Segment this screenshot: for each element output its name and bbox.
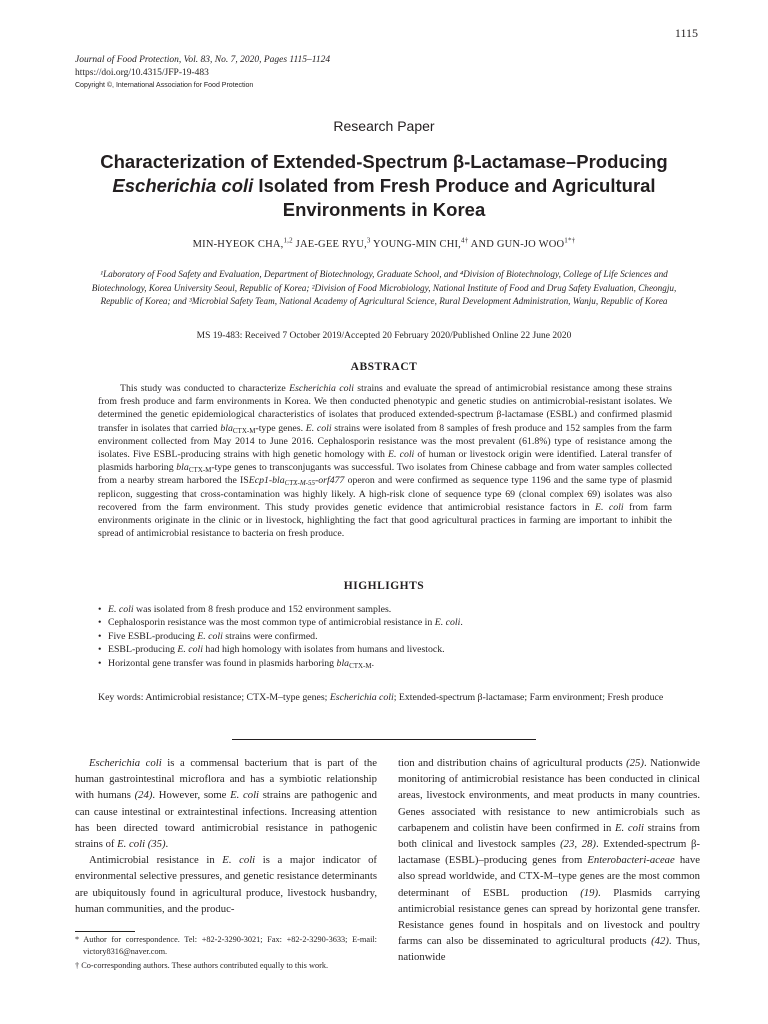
highlight-item: • ESBL-producing E. coli had high homology with isolates from humans and livestock. <box>98 643 463 656</box>
highlight-item: • Five ESBL-producing E. coli strains were confirmed. <box>98 630 463 643</box>
title-line-3: Environments in Korea <box>282 199 486 220</box>
abstract-text: This study was conducted to characterize Escherichia coli strains and evaluate the spread of antimicrobial resistance among these strains from fresh produce and farm environments in Korea. We then conducted phenotypic and genetic studies on antimicrobial-resistant isolates. We determined the genetic epidemiological characteristics of isolates that produced extended-spectrum β-lactamase (ESBL) and confirmed plasmid transfer in isolates that carried bla$_{CTX-M}$-type genes. E. coli strains were isolated from 8 samples of fresh produce and 152 samples from the farm environment collected from May 2014 to June 2016. Cephalosporin resistance was the most prevalent (61.8%) type of resistance among the isolates. Five ESBL-producing strains with high genetic homology with E. coli of human or livestock origin were identified. Lateral transfer of plasmids harboring bla$_{CTX-M}$-type genes to transconjugants was successful. Two isolates from Chinese cabbage and from water samples collected from a nearby stream harbored the ISEcp1-bla$_{CTX-M-55}$-orf477 operon and were confirmed as sequence type 1196 and the same type of plasmid replicon, suggesting that cross-contamination was highly likely. A high-risk clone of sequence type 69 (clonal complex 69) isolates was also recovered from the farm environment. This study provides genetic evidence that antimicrobial resistance factors in E. coli from farm environments originate in the clinic or in livestock, highlighting the fact that good agricultural practices in farming are important to inhibit the spread of antimicrobial resistance to bacteria on fresh produce. <box>98 383 673 540</box>
footnote-co-corresponding: † Co-corresponding authors. These authors contributed equally to this work. <box>75 961 329 970</box>
keywords: Key words: Antimicrobial resistance; CTX-M–type genes; Escherichia coli; Extended-spectrum β-lactamase; Farm environment; Fresh produce <box>98 692 664 703</box>
title-organism: Escherichia coli <box>112 175 254 196</box>
body-paragraph: tion and distribution chains of agricultural products (25). Nationwide monitoring of antimicrobial resistance has been conducted in clinical areas, livestock environments, and meat products in many countries. Genes associated with resistance to new antimicrobials such as carbapenem and colistin have been confirmed in E. coli strains from both clinical and livestock samples (23, 28). Extended-spectrum β-lactamase (ESBL)–producing genes from Enterobacteri-aceae have also spread worldwide, and CTX-M–type genes are the most common determinant of ESBL production (19). Plasmids carrying antimicrobial resistance genes can spread by horizontal gene transfer. Resistance genes found in hospitals and on livestock and poultry farms can also be disseminated to agricultural products (42). Thus, nationwide <box>398 757 700 964</box>
author-affiliation-mark: 4† <box>461 236 469 245</box>
manuscript-dates: MS 19-483: Received 7 October 2019/Accepted 20 February 2020/Published Online 22 June 2020 <box>196 331 572 341</box>
title-line-1: Characterization of Extended-Spectrum β-Lactamase–Producing <box>100 151 668 172</box>
highlight-item: • Cephalosporin resistance was the most common type of antimicrobial resistance in E. coli. <box>98 616 463 629</box>
highlight-item: • Horizontal gene transfer was found in plasmids harboring bla$_{CTX-M}$. <box>98 657 463 670</box>
doi-link[interactable]: https://doi.org/10.4315/JFP-19-483 <box>75 68 209 78</box>
author-name: AND GUN-JO WOO <box>468 239 565 250</box>
highlights-list <box>98 603 463 670</box>
article-title <box>60 150 708 222</box>
section-divider <box>232 739 536 740</box>
abstract-heading: ABSTRACT <box>350 361 418 373</box>
highlights-heading: HIGHLIGHTS <box>343 580 425 592</box>
copyright: Copyright ©, International Association for Food Protection <box>75 82 254 89</box>
footnotes <box>75 934 377 974</box>
journal-header <box>75 54 330 91</box>
body-paragraph: Antimicrobial resistance in E. coli is a major indicator of environmental selective pressures, and genetic resistance determinants are ubiquitously found in agricultural produce, livestock husbandry, human communities, and the produc- <box>75 854 377 915</box>
author-name: JAE-GEE RYU, <box>292 239 367 250</box>
title-line-2: Isolated from Fresh Produce and Agricultural <box>253 175 656 196</box>
footnote-correspondence: * Author for correspondence. Tel: +82-2-3290-3021; Fax: +82-2-3290-3633; E-mail: victory8316@naver.com. <box>75 935 377 956</box>
author-list <box>0 236 768 250</box>
affiliations: ¹Laboratory of Food Safety and Evaluation, Department of Biotechnology, Graduate School, and ⁴Division of Biotechnology, College of Life Sciences and Biotechnology, Korea University Seoul, Republic of Korea; ²Division of Food Microbiology, National Institute of Food and Drug Safety Evaluation, Cheongju, Republic of Korea; and ³Microbial Safety Team, National Academy of Agricultural Science, Rural Development Administration, Wanju, Republic of Korea <box>91 269 677 306</box>
author-affiliation-mark: 1*† <box>564 236 576 245</box>
author-name: YOUNG-MIN CHI, <box>370 239 462 250</box>
highlight-item: • E. coli was isolated from 8 fresh produce and 152 environment samples. <box>98 603 463 616</box>
body-paragraph: Escherichia coli is a commensal bacterium that is part of the human gastrointestinal microflora and has a symbiotic relationship with humans (24). However, some E. coli strains are pathogenic and can cause intestinal or extraintestinal infections. Increasing attention has been directed toward antimicrobial resistance in pathogenic strains of E. coli (35). <box>75 757 377 851</box>
author-affiliation-mark: 3 <box>366 236 371 245</box>
footnote-rule <box>75 931 135 932</box>
body-column-left <box>75 755 377 917</box>
journal-citation: Journal of Food Protection, Vol. 83, No. 7, 2020, Pages 1115–1124 <box>75 55 331 65</box>
page-number: 1115 <box>674 26 698 40</box>
body-column-right <box>398 755 700 966</box>
article-type: Research Paper <box>333 118 435 134</box>
author-affiliation-mark: 1,2 <box>283 236 293 245</box>
author-name: MIN-HYEOK CHA, <box>192 239 284 250</box>
